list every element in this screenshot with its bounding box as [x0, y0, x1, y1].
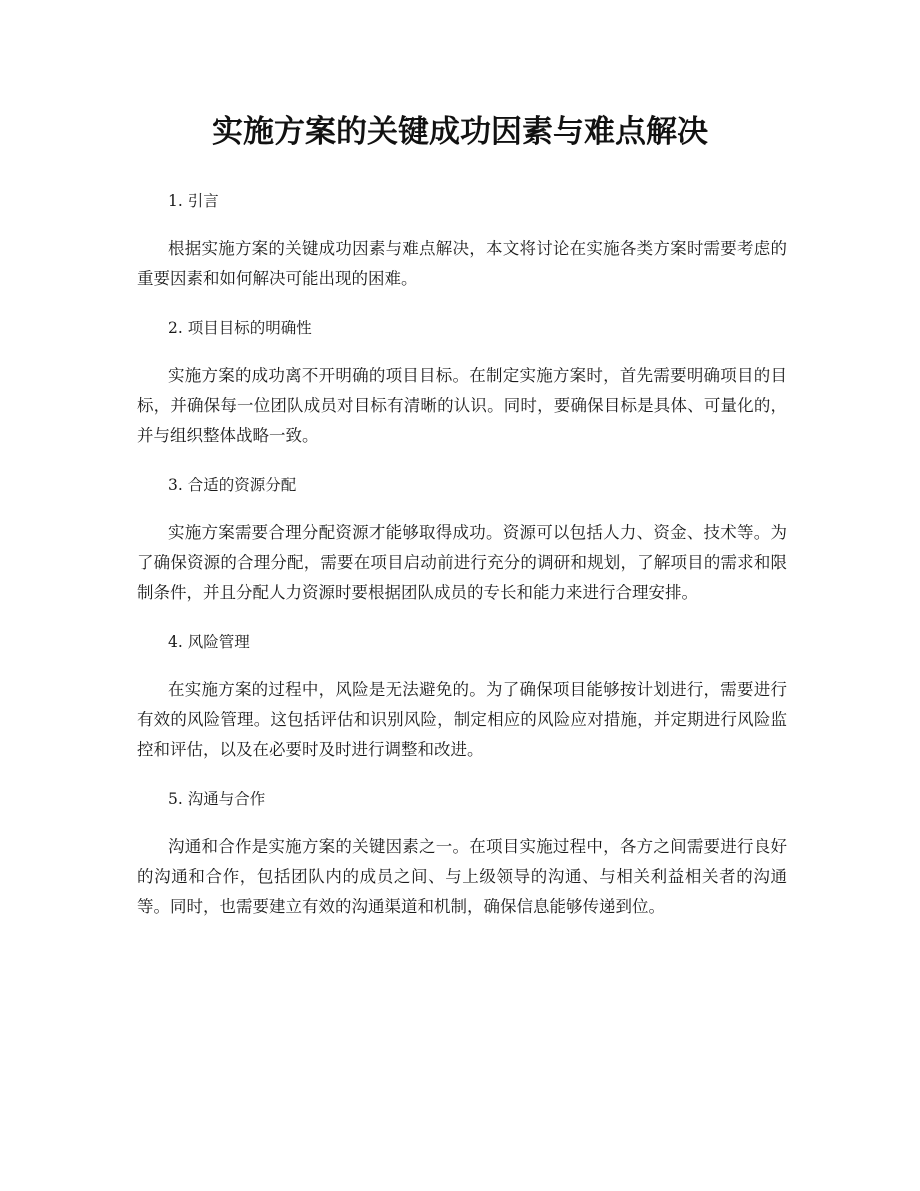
section-heading-risk: 4. 风险管理 [168, 633, 250, 651]
section-paragraph-goals: 实施方案的成功离不开明确的项目目标。在制定实施方案时，首先需要明确项目的目标，并确保每一位团队成员对目标有清晰的认识。同时，要确保目标是具体、可量化的，并与组织整体战略一致。 [137, 366, 787, 445]
section-heading-resources: 3. 合适的资源分配 [168, 476, 297, 494]
section-paragraph-intro: 根据实施方案的关键成功因素与难点解决，本文将讨论在实施各类方案时需要考虑的重要因素和如何解决可能出现的困难。 [137, 239, 787, 288]
section-heading-communication: 5. 沟通与合作 [168, 790, 266, 808]
section-paragraph-risk: 在实施方案的过程中，风险是无法避免的。为了确保项目能够按计划进行，需要进行有效的风险管理。这包括评估和识别风险，制定相应的风险应对措施，并定期进行风险监控和评估，以及在必要时及时进行调整和改进。 [137, 680, 787, 759]
document-title: 实施方案的关键成功因素与难点解决 [212, 114, 708, 150]
document-body [137, 186, 787, 922]
section-paragraph-communication: 沟通和合作是实施方案的关键因素之一。在项目实施过程中，各方之间需要进行良好的沟通和合作，包括团队内的成员之间、与上级领导的沟通、与相关利益相关者的沟通等。同时，也需要建立有效的沟通渠道和机制，确保信息能够传递到位。 [137, 837, 787, 916]
section-heading-goals: 2. 项目目标的明确性 [168, 319, 312, 337]
section-paragraph-resources: 实施方案需要合理分配资源才能够取得成功。资源可以包括人力、资金、技术等。为了确保资源的合理分配，需要在项目启动前进行充分的调研和规划，了解项目的需求和限制条件，并且分配人力资源时要根据团队成员的专长和能力来进行合理安排。 [137, 523, 787, 602]
section-heading-intro: 1. 引言 [168, 192, 219, 210]
